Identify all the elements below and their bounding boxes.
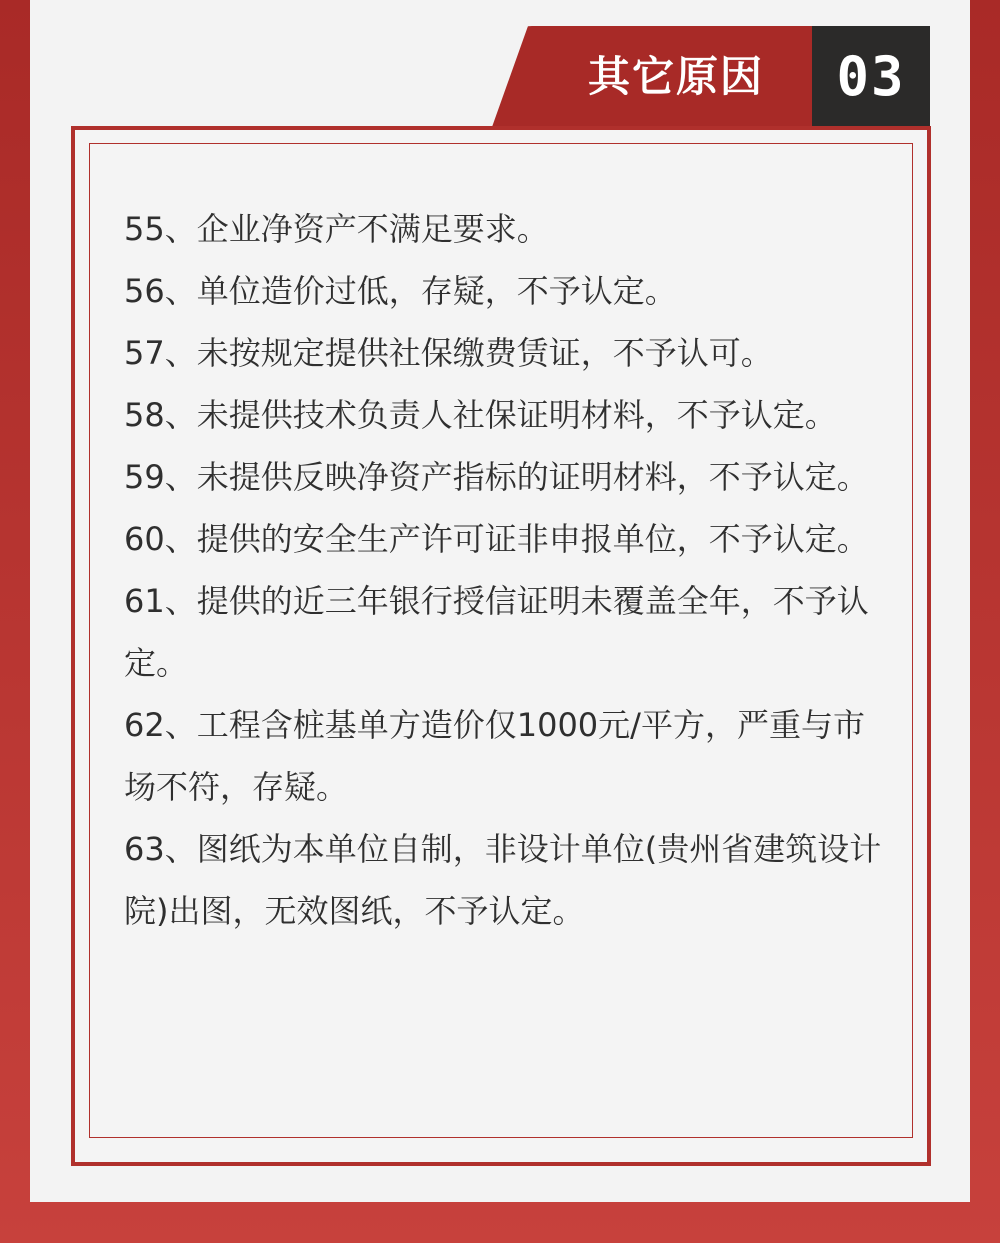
reason-item: 57、未按规定提供社保缴费赁证，不予认可。 [124,334,773,372]
reason-item: 58、未提供技术负责人社保证明材料，不予认定。 [124,396,837,434]
reason-item: 60、提供的安全生产许可证非申报单位，不予认定。 [124,520,869,558]
reason-item: 62、工程含桩基单方造价仅1000元/平方，严重与市场不符，存疑。 [124,706,865,806]
reason-item: 61、提供的近三年银行授信证明未覆盖全年，不予认定。 [124,582,869,682]
section-title: 其它原因 [587,52,764,101]
reason-item: 59、未提供反映净资产指标的证明材料，不予认定。 [124,458,869,496]
section-number-badge: 03 [812,26,930,127]
reason-item: 55、企业净资产不满足要求。 [124,210,549,248]
reason-item: 63、图纸为本单位自制，非设计单位(贵州省建筑设计院)出图，无效图纸，不予认定。 [124,830,882,930]
reason-item: 56、单位造价过低，存疑，不予认定。 [124,272,677,310]
reason-list [124,198,884,942]
